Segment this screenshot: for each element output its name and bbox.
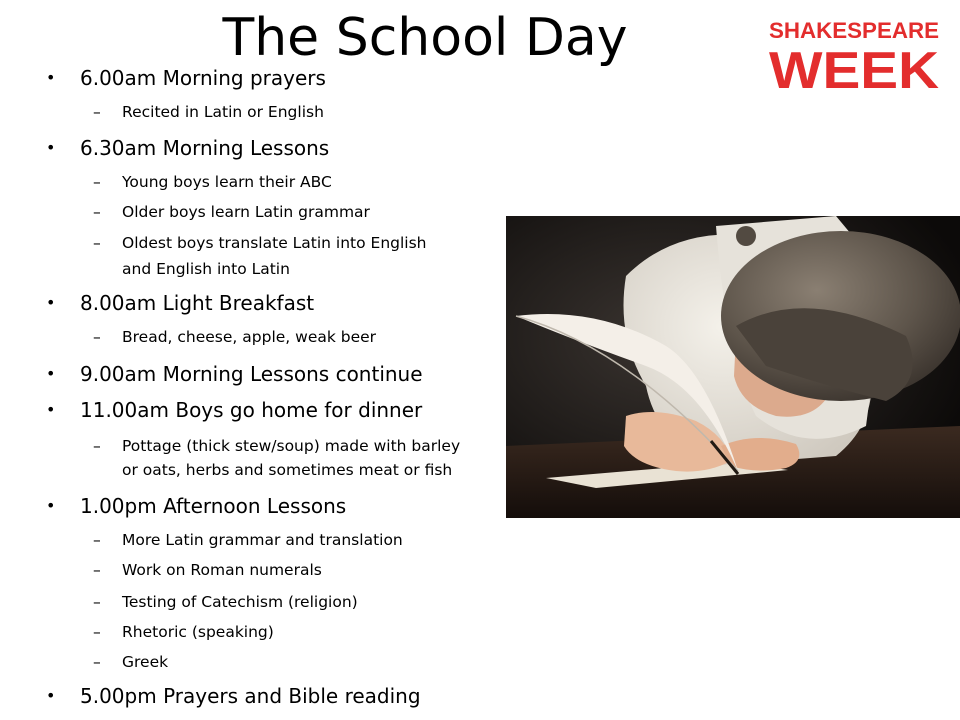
item-text: Work on Roman numerals [122, 561, 322, 579]
bullet-marker: • [46, 400, 56, 419]
item-text: 5.00pm Prayers and Bible reading [80, 684, 421, 708]
dash-marker: – [93, 234, 101, 252]
item-text: Recited in Latin or English [122, 103, 324, 121]
dash-marker: – [93, 103, 101, 121]
item-text: 6.30am Morning Lessons [80, 136, 330, 160]
dash-marker: – [93, 437, 101, 455]
item-text: More Latin grammar and translation [122, 531, 403, 549]
dash-marker: – [93, 328, 101, 346]
dash-marker: – [93, 203, 101, 221]
logo-line-1: SHAKESPEARE [769, 18, 939, 43]
logo-line-2: WEEK [769, 42, 940, 92]
item-text: Pottage (thick stew/soup) made with barley [122, 437, 461, 455]
dash-marker: – [93, 653, 101, 671]
boy-writing-with-quill-photo [506, 216, 960, 518]
dash-marker: – [93, 531, 101, 549]
item-text: and English into Latin [122, 260, 290, 278]
dash-marker: – [93, 561, 101, 579]
item-text: 9.00am Morning Lessons continue [80, 362, 423, 386]
item-text: 8.00am Light Breakfast [80, 291, 315, 315]
item-text: Bread, cheese, apple, weak beer [122, 328, 377, 346]
bullet-marker: • [46, 293, 56, 312]
item-text: Older boys learn Latin grammar [122, 203, 370, 221]
item-text: 6.00am Morning prayers [80, 66, 326, 90]
bullet-marker: • [46, 686, 56, 705]
bullet-marker: • [46, 138, 56, 157]
dash-marker: – [93, 173, 101, 191]
bullet-marker: • [46, 68, 56, 87]
bullet-marker: • [46, 496, 56, 515]
item-text: or oats, herbs and sometimes meat or fish [122, 461, 453, 479]
dash-marker: – [93, 623, 101, 641]
item-text: Rhetoric (speaking) [122, 623, 274, 641]
shakespeare-week-logo [766, 16, 942, 92]
bullet-marker: • [46, 364, 56, 383]
dash-marker: – [93, 593, 101, 611]
item-text: Oldest boys translate Latin into English [122, 234, 427, 252]
item-text: 11.00am Boys go home for dinner [80, 398, 423, 422]
item-text: Greek [122, 653, 169, 671]
slide-title: The School Day [222, 8, 628, 68]
item-text: 1.00pm Afternoon Lessons [80, 494, 347, 518]
item-text: Young boys learn their ABC [122, 173, 332, 191]
item-text: Testing of Catechism (religion) [122, 593, 358, 611]
